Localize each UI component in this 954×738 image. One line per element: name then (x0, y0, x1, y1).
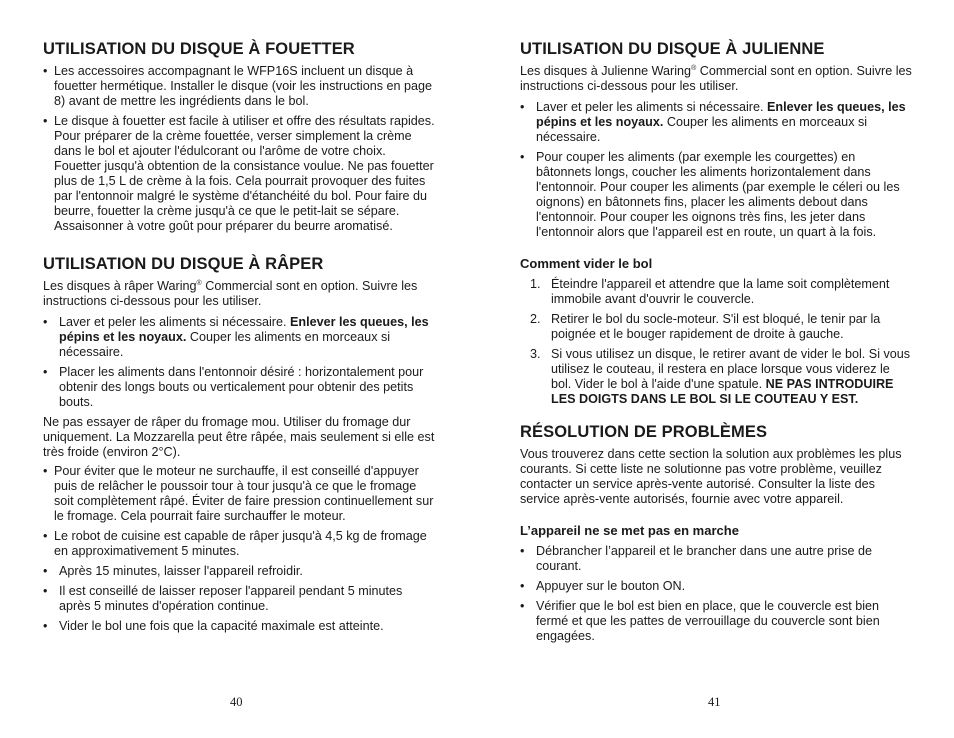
page-number-left: 40 (230, 695, 243, 709)
list-item: • Les accessoires accompagnant le WFP16S incluent un disque à fouetter hermétique. Installer le disque (voir les instructions en page 8) avant de mettre les ingrédients dans le bol. (43, 64, 435, 109)
list-item: • Placer les aliments dans l'entonnoir désiré : horizontalement pour obtenir des longs bouts ou verticalement pour obtenir des petits bouts. (43, 365, 435, 410)
subsection-title-vider: Comment vider le bol (520, 256, 653, 271)
list-item: • Le disque à fouetter est facile à utiliser et offre des résultats rapides. Pour préparer de la crème fouettée, verser simplement la crème dans le bol et ajouter l'édulcorant ou l'arôme de votre choix. Fouetter jusqu'à obtention de la consistance voulue. Ne pas fouetter plus de 1,5 L de crème à la fois. Cela pourrait provoquer des fuites par l'entonnoir malgré le système d'étanchéité du bol. Pour faire du beurre, fouetter la crème jusqu'à ce que le petit-lait se sépare. Assaisonner à votre goût pour préparer du beurre aromatisé. (43, 114, 435, 234)
list-item: • Vider le bol une fois que la capacité maximale est atteinte. (43, 619, 435, 634)
julienne-intro: Les disques à Julienne Waring® Commercial sont en option. Suivre les instructions ci-dessous pour les utiliser. (520, 64, 912, 93)
list-item: • Pour éviter que le moteur ne surchauffe, il est conseillé d'appuyer puis de relâcher le poussoir tour à tour jusqu'à ce que le fromage soit complètement râpé. Éviter de faire pression continuellement sur le fromage. Cela pourrait faire surchauffer le moteur. (43, 464, 435, 524)
step-item: 1. Éteindre l'appareil et attendre que la lame soit complètement immobile avant d'ouvrir le couvercle. (530, 277, 890, 306)
page-number-right: 41 (708, 695, 721, 709)
right-page-column (520, 40, 912, 644)
registered-mark: ® (196, 279, 202, 287)
list-item: • Appuyer sur le bouton ON. (520, 579, 912, 594)
list-item: • Il est conseillé de laisser reposer l'appareil pendant 5 minutes après 5 minutes d'opération continue. (43, 584, 435, 614)
list-item: • Laver et peler les aliments si nécessaire. Enlever les queues, les pépins et les noyaux. Couper les aliments en morceaux si nécessaire. (43, 315, 435, 360)
vider-steps (520, 277, 912, 407)
list-item: • Vérifier que le bol est bien en place, que le couvercle est bien fermé et que les pattes de verrouillage du couvercle sont bien engagées. (520, 599, 912, 644)
section-title-fouetter: UTILISATION DU DISQUE À FOUETTER (43, 40, 355, 58)
raper-tips-list (43, 464, 435, 559)
list-item: • Débrancher l’appareil et le brancher dans une autre prise de courant. (520, 544, 912, 574)
step-item: 2. Retirer le bol du socle-moteur. S'il est bloqué, le tenir par la poignée et le bouger rapidement de droite à gauche. (530, 312, 881, 341)
raper-list (43, 315, 435, 410)
section-title-julienne: UTILISATION DU DISQUE À JULIENNE (520, 40, 825, 58)
fouetter-list (43, 64, 435, 234)
raper-tips-list-2 (43, 564, 435, 634)
list-item: • Après 15 minutes, laisser l'appareil refroidir. (43, 564, 435, 579)
list-item: • Le robot de cuisine est capable de râper jusqu'à 4,5 kg de fromage en approximativement 5 minutes. (43, 529, 435, 559)
julienne-list (520, 100, 912, 240)
raper-note: Ne pas essayer de râper du fromage mou. Utiliser du fromage dur uniquement. La Mozzarella peut être râpée, mais seulement si elle est très froide (environ 2°C). (43, 415, 435, 459)
problemes-intro: Vous trouverez dans cette section la solution aux problèmes les plus courants. Si cette liste ne solutionne pas votre problème, veuillez contacter un service après-vente autorisé. Consulter la liste des service après-vente autorisés, fournie avec votre appareil. (520, 447, 902, 506)
section-title-raper: UTILISATION DU DISQUE À RÂPER (43, 255, 324, 273)
section-title-problemes: RÉSOLUTION DE PROBLÈMES (520, 423, 768, 441)
problemes-list (520, 544, 912, 644)
list-item: • Pour couper les aliments (par exemple les courgettes) en bâtonnets longs, coucher les aliments horizontalement dans l'entonnoir. Pour couper les aliments (par exemple le céleri ou les oignons) en bâtonnets fins, placer les aliments debout dans l'entonnoir. Pour couper les oignons très fins, les jeter dans l'entonnoir alors que l'appareil est en route, un quart à la fois. (520, 150, 912, 240)
subsection-title-marche: L’appareil ne se met pas en marche (520, 523, 739, 538)
registered-mark: ® (691, 64, 697, 72)
raper-intro: Les disques à râper Waring® Commercial sont en option. Suivre les instructions ci-dessous pour les utiliser. (43, 279, 418, 308)
step-item: 3. Si vous utilisez un disque, le retirer avant de vider le bol. Si vous utilisez le couteau, il restera en place lorsque vous viderez le bol. Vider le bol à l'aide d'une spatule. NE PAS INTRODUIRE LES DOIGTS DANS LE BOL SI LE COUTEAU Y EST. (530, 347, 911, 406)
left-page-column (43, 40, 435, 634)
list-item: • Laver et peler les aliments si nécessaire. Enlever les queues, les pépins et les noyaux. Couper les aliments en morceaux si nécessaire. (520, 100, 912, 145)
